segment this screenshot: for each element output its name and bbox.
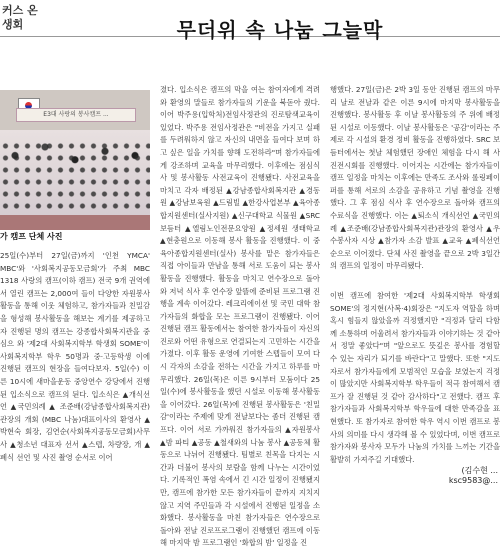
byline bbox=[412, 466, 498, 486]
article-column-3: 행했다. 27일(금)은 2박 3일 동안 진행된 캠프의 마무리 날로 전날과 같은 이른 9시에 마지막 봉사활동을 진행했다. 봉사활동 후 이날 봉사활동의 주 위에 배정된 시설로 이동했다. 이날 봉사활동은 '공감'이라는 주제로 각 시설의 환경 정비 활동을 진행하였다. SRC 보듬터에서는 첫날 체험했던 장애인 체험을 다시 해 사진전시회를 진행했다. 이어지는 시간에는 참가자들이 캠프 일정을 마치는 이후에는 만족도 조사와 롤링페이퍼를 통해 서로의 소감을 공유하고 기념 촬영을 진행했다. 그 후 점심 식사 후 연수장으로 돌아와 캠프의 수료식을 진행했다. 이는 ▲퇴소식 개식선언 ▲국민의례 ▲조준배(강남종합사회복지관)관장의 환영사 ▲우수봉사자 시상 ▲참가자 소감 발표 ▲교육 ▲폐식선언 순으로 이어졌다. 단체 사진 촬영을 끝으로 2박 3일간의 캠프의 일정이 마무리됐다. bbox=[330, 85, 500, 271]
group-photo bbox=[0, 90, 150, 230]
photo-banner: E3대 사랑의 봉사캠프 ... bbox=[16, 108, 136, 122]
reporter-email: ksc9583@... bbox=[448, 476, 498, 485]
article-headline: 무더위 속 나눔 그늘막 bbox=[176, 18, 384, 42]
article-column-3-continued: 이번 캠프에 참여한 '제2대 사회복지학부 학생회 SOME'의 정지현(사복·4)회장은 "지도자 역할을 하며 혹시 힘들지 않았을까 걱정했지만 "걱정과 달리 다함께 소통하며 어울려서 참가자들과 이야기하는 것 같아서 정말 좋았다"며 "앞으로도 뜻깊은 봉사를 경험할 수 있는 자리가 되기를 바란다"고 말했다. 또한 "지도자로서 참가자들에게 모범적인 모습을 보였는지 걱정이 많았지만 사회복지학부 학우들이 적극 참여해서 캠프가 잘 진행된 것 같아 감사하다"고 전했다. 캠프 후 참가자들과 사회복지학부 학우들에 대한 만족감을 표현했다. 또 참가자로 참여한 학우 역시 이번 캠프로 봉사의 의미를 다시 생각해 볼 수 있었다며, 이번 캠프로 참가자와 봉사자 모두가 나눔의 가치를 느끼는 기간을 활발히 가져주길 기대했다. bbox=[330, 291, 500, 464]
section-label: 커스 온 생회 bbox=[2, 4, 38, 31]
article-column-2: 졌다. 입소식은 캠프의 막을 여는 참여자에게 격려와 환영의 말들로 참가자들의 기운을 북돋아 줬다. 이어 박주용(입학처)전임사정관의 진로탐색교육이 있었다. 박주용 전임사정관은 "비전을 가지고 실패를 두려워하지 않고 자신의 내면을 들여다 보며 하고 싶은 일을 가치를 향해 도전하라"며 참가자들에게 강조하며 교육을 마무리했다. 이후에는 점심식사 및 봉사활동 사전교육이 진행됐다. 사전교육을 마치고 각자 배정된 ▲강남종합사회복지관 ▲경동원 ▲강남보육원 ▲드림빌 ▲한강사업본부 ▲육아종합지원센터(실사지원) ▲신구대학교 식물원 ▲SRC 보듬터 ▲엘림노인전문요양원 ▲정세원 생태학교 ▲현충원으로 이동해 봉사 활동을 진행했다. 이 중 육아종합지원센터(실사) 봉사를 맡은 참가자들은 직접 아이들과 만남을 통해 서로 도움이 되는 봉사활동을 진행했다. 활동을 마치고 연수장으로 돌아와 저녁 식사 후 연수장 앞뜰에 준비된 프로그램 진행을 계속 이어갔다. 레크리에이션 및 국민 대학 참가자들의 화합을 모는 프로그램이 진행됐다. 이어 진행된 캠프 활동에서는 참여한 참가자들이 자신의 진로와 어떤 유형으로 연결되는지 고민하는 시간을 가졌다. 이후 활동 운영에 기여한 스텝들이 모여 다시 각자의 소감을 전하는 시간을 가지고 하루를 마무리했다. 26일(목)은 이른 9시부터 모둠이다 25일(수)에 봉사활동을 했던 시설로 이동해 봉사활동을 이어갔다. 26일(목)에 진행된 봉사활동은 '친밀감'이라는 주제에 맞게 전날보다는 좀더 진행된 캠프다. 이어 서로 가까워진 참가자들의 ▲자원봉사 ▲밤 파티 ▲공동 ▲철새와의 나눔 봉사 ▲공동체 활동으로 나뉘어 진행됐다. 팀별로 친목을 다지는 시간과 더불어 봉사의 보람을 함께 나누는 시간이었다. 기록적인 폭염 속에서 긴 시간 일정이 진행됐지만, 캠프에 참가한 모든 참가자들이 끝까지 지치지 않고 지역 주민들과 각 시설에서 진행된 일정을 소화했다. 봉사활동을 마친 참가자들은 연수장으로 돌아와 전날 진로프로그램이 진행했던 캠프에 이동해 마지막 밤 프로그램인 '화합의 밤' 일정을 진 bbox=[160, 85, 320, 548]
page-header bbox=[0, 0, 500, 42]
article-column-1: 25일(수)부터 27일(금)까지 '인천 YMCA' MBC'와 '사회복지공동모금회'가 주최 MBC 1318 사랑의 캠프(이하 캠프) 전국 9개 권역에서 열린 캠프는 2,000여 들이 다양한 자원봉사 활동을 통해 이웃 체험하고, 참가자들과 친밀감을 형성해 봉사활동을 해보는 계기를 제공하고자 진행된 명의 캠프는 강종합사회복지관을 중심으 와 '제2대 사회복지학부 학생회 SOME'이 사회복지학부 학우 50명과 중·고등학생 이에 진행된 캠프의 현장을 들여다보자. 5일(수) 이른 10시에 새마을운동 중앙연수 강당에서 진행된 입소식으로 캠프의 된다. 입소식은 ▲개식선언 ▲국민의례 ▲ 조준배(강남종합사회복지관)관장의 개회 (MBC 나눔)대표이사의 환영사 ▲박현숙 회장, 김연순(사회복지공동모금회)사무 사 ▲청소년 대표자 선서 ▲스텝, 차량장, 개 ▲폐식 선언 및 사진 촬영 순서로 이어 bbox=[0, 251, 150, 462]
photo-crowd bbox=[0, 130, 150, 215]
photo-caption: 가 캠프 단체 사진 bbox=[0, 232, 63, 241]
photo-floor bbox=[0, 215, 150, 230]
reporter-name: (김수현 ... bbox=[461, 466, 498, 475]
